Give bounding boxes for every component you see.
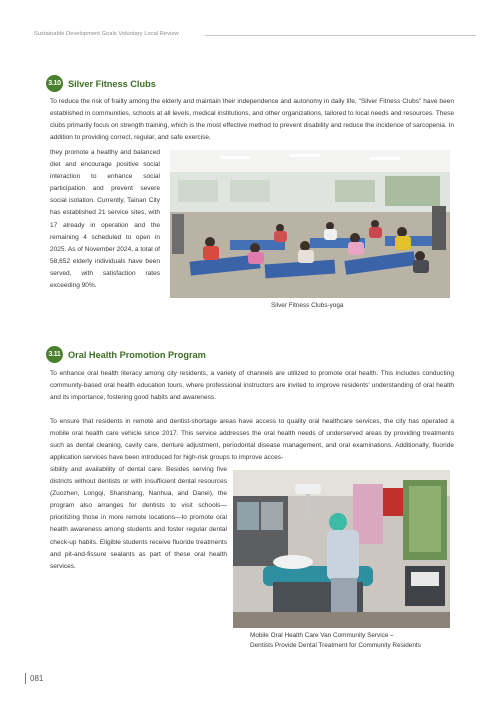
running-header: Sustainable Development Goals Voluntary Local Review bbox=[34, 31, 179, 37]
photo-caption-dental-line2: Dentists Provide Dental Treatment for Community Residents bbox=[250, 642, 421, 649]
page-number-bar bbox=[25, 673, 26, 684]
section-heading-silver-fitness bbox=[46, 75, 156, 92]
silver-fitness-yoga-photo bbox=[170, 150, 450, 298]
section-number-badge: 3.11 bbox=[46, 346, 63, 363]
header-rule bbox=[205, 35, 476, 36]
page-number-text: 081 bbox=[30, 674, 44, 683]
paragraph-silver-fitness-intro: To reduce the risk of frailty among the elderly and maintain their independence and autonomy in daily life, "Silver Fitness Clubs" have been established in communities, schools at all levels, medical institutions, and other organizations, tailored to local needs and resources. These clubs primarily focus on strength training, which is the most effective method to prevent disability and reduce the incidence of sarcopenia. In addition to providing correct, regular, and safe exercise, bbox=[50, 98, 454, 142]
paragraph-oral-health-side: sibility and availability of dental care. Besides serving five districts without dentists or with insufficient dental resources (Zuozhen, Longqi, Shanshang, Nanhua, and Danei), the program also arranges for dentists to visit schools—prioritizing those in more remote locations—to promote oral health awareness among students and foster regular dental check-up habits. Eligible students receive fluoride treatments and pit-and-fissure sealants as part of these oral health services. bbox=[50, 466, 227, 570]
page-number bbox=[25, 673, 43, 684]
paragraph-oral-health-mobile: To ensure that residents in remote and dentist-shortage areas have access to quality oral healthcare services, the city has operated a mobile oral health care vehicle since 2017. This service addresses the oral health needs of underserved areas by providing treatments such as dental cleaning, cavity care, denture adjustment, periodontal disease management, and oral examinations. Additionally, fluoride application services have been introduced for high-risk groups to improve acces- bbox=[50, 418, 454, 462]
section-title: Oral Health Promotion Program bbox=[68, 349, 206, 360]
section-title: Silver Fitness Clubs bbox=[68, 78, 156, 89]
section-number-badge: 3.10 bbox=[46, 75, 63, 92]
mobile-dental-van-photo bbox=[233, 470, 450, 628]
paragraph-silver-fitness-side: they promote a healthy and balanced diet and encourage positive social interaction to enhance social participation and prevent severe social isolation. Currently, Tainan City has established 21 service sites, with 17 already in operation and the remaining 4 scheduled to open in 2025. As of November 2024, a total of 58,652 elderly individuals have been served, with satisfaction rates exceeding 90%. bbox=[50, 149, 160, 290]
section-heading-oral-health bbox=[46, 346, 206, 363]
paragraph-oral-health-intro: To enhance oral health literacy among city residents, a variety of channels are utilized to promote oral health. This includes conducting community-based oral health education tours, where professional instructors are invited to improve residents' understanding of oral health and its importance, fostering good habits and awareness. bbox=[50, 370, 454, 402]
photo-caption-yoga: Silver Fitness Clubs-yoga bbox=[271, 302, 344, 309]
photo-caption-dental-line1: Mobile Oral Health Care Van Community Service – bbox=[250, 632, 394, 639]
